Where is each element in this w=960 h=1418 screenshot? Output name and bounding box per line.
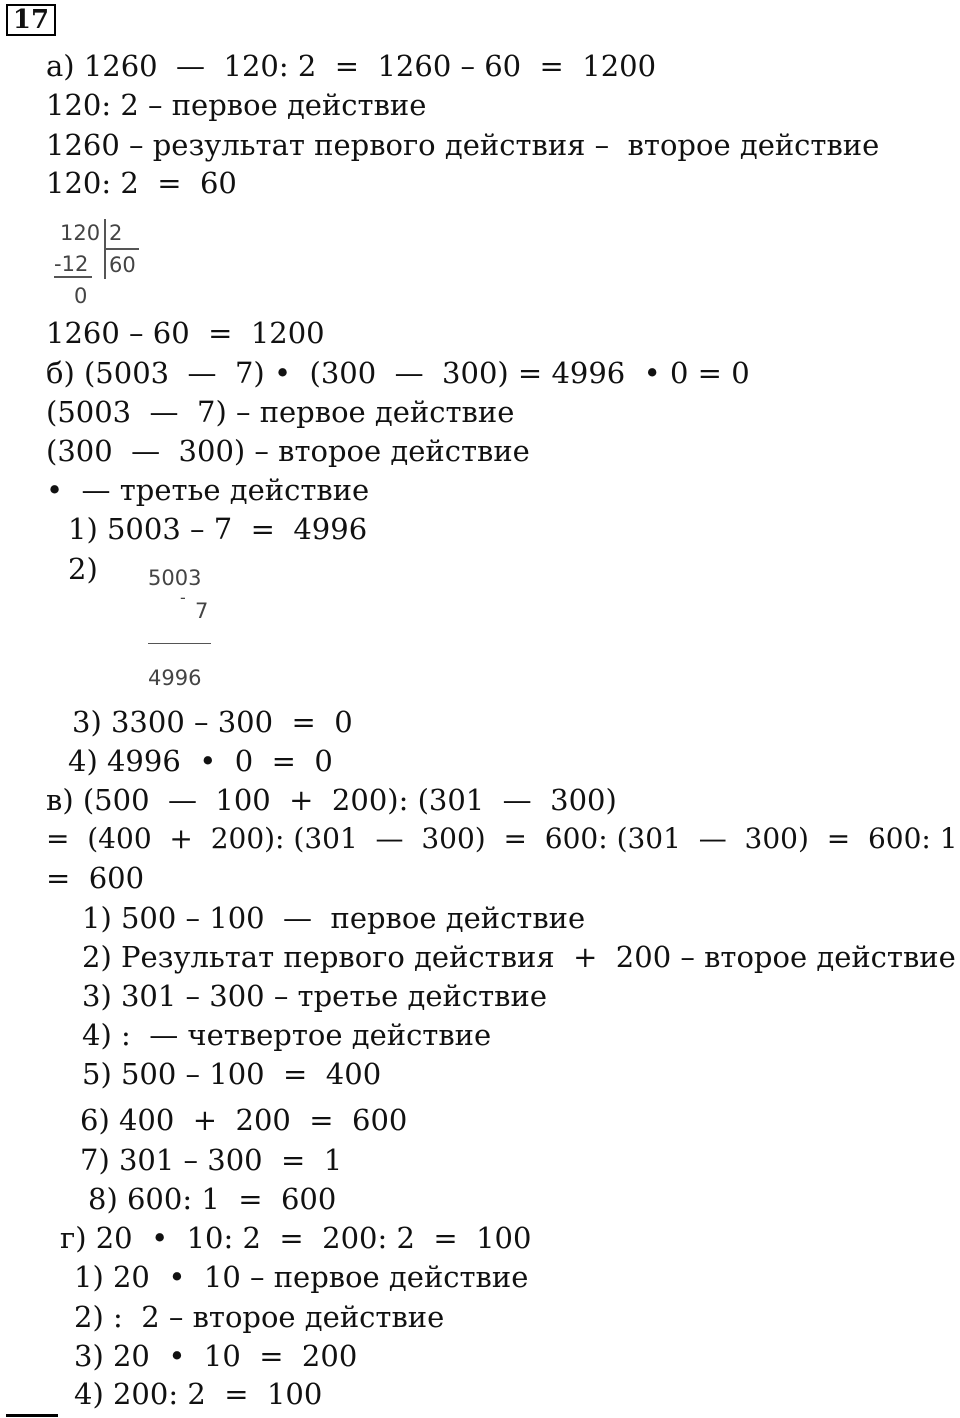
division-remainder: 0 [74, 284, 88, 308]
text-line: 1) 20 • 10 – первое действие [74, 1260, 529, 1294]
text-line: 2) : 2 – второе действие [74, 1300, 445, 1334]
division-divisor: 2 [109, 221, 123, 245]
text-line: (300 — 300) – второе действие [46, 434, 530, 468]
text-line: (5003 — 7) – первое действие [46, 395, 515, 429]
subtraction-result: 4996 [148, 666, 202, 690]
text-line: 1) 500 – 100 — первое действие [82, 901, 586, 935]
text-line: в) (500 — 100 + 200): (301 — 300) [46, 783, 617, 817]
text-line: 1260 – результат первого действия – второе действие [46, 128, 880, 162]
text-line: 4) : — четвертое действие [82, 1018, 492, 1052]
text-line: • — третье действие [46, 473, 370, 507]
text-line: 2) Результат первого действия + 200 – второе действие [82, 940, 956, 974]
subtraction-sign: - [180, 588, 186, 607]
subtraction-minuend: 5003 [148, 566, 202, 590]
text-line: 1260 – 60 = 1200 [46, 316, 325, 350]
subtraction-underline [148, 643, 211, 644]
text-line: 6) 400 + 200 = 600 [80, 1103, 408, 1137]
text-line: 120: 2 – первое действие [46, 88, 427, 122]
division-dividend: 120 [60, 221, 101, 245]
text-line: б) (5003 — 7) • (300 — 300) = 4996 • 0 = 0 [46, 356, 750, 390]
text-line: 2) [68, 552, 98, 586]
bottom-edge-mark [6, 1414, 58, 1417]
text-line: г) 20 • 10: 2 = 200: 2 = 100 [60, 1221, 532, 1255]
text-line: 5) 500 – 100 = 400 [82, 1057, 382, 1091]
division-quotient: 60 [109, 253, 136, 277]
text-line: 4) 200: 2 = 100 [74, 1377, 323, 1411]
text-line: 1) 5003 – 7 = 4996 [68, 512, 368, 546]
task-number-box: 17 [6, 4, 56, 36]
text-line: 3) 301 – 300 – третье действие [82, 979, 547, 1013]
text-line: 4) 4996 • 0 = 0 [68, 744, 333, 778]
text-line: = (400 + 200): (301 — 300) = 600: (301 — 300) = 600: 1 [46, 822, 958, 855]
text-line: 7) 301 – 300 = 1 [80, 1143, 343, 1177]
text-line: 3) 3300 – 300 = 0 [72, 705, 353, 739]
text-line: 120: 2 = 60 [46, 166, 237, 200]
division-underline [54, 276, 92, 278]
division-subtrahend: -12 [54, 252, 89, 276]
division-divisor-line [105, 248, 139, 250]
text-line: = 600 [46, 861, 145, 895]
text-line: 3) 20 • 10 = 200 [74, 1339, 358, 1373]
subtraction-subtrahend: 7 [195, 599, 209, 623]
text-line: 8) 600: 1 = 600 [88, 1182, 337, 1216]
text-line: а) 1260 — 120: 2 = 1260 – 60 = 1200 [46, 49, 657, 83]
